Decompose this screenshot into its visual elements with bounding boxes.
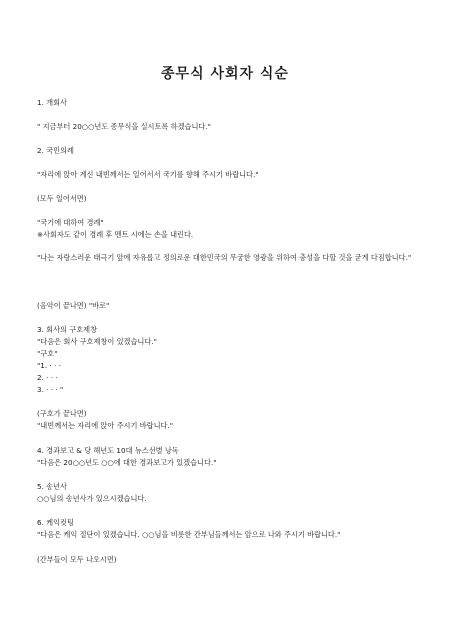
pledge-paragraph: "나는 자랑스러운 태극기 앞에 자유롭고 정의로운 대한민국의 무궁한 영광을 위하여 충성을 다할 것을 굳게 다짐합니다." xyxy=(37,253,412,262)
script-line: "내빈께서는 자리에 앉아 주시기 바랍니다." xyxy=(37,421,174,430)
section-heading-progress-report: 4. 경과보고 & 당 해년도 10대 뉴스선별 낭독 xyxy=(37,446,179,455)
script-line: ○○님의 송년사가 있으시겠습니다. xyxy=(37,494,147,503)
script-line: "자리에 앉아 계신 내빈께서는 일어서서 국기를 향해 주시기 바랍니다." xyxy=(37,170,259,179)
section-heading-year-end-speech: 5. 송년사 xyxy=(37,482,67,491)
slogan-item: 2. · · · xyxy=(37,373,58,382)
script-line: " 지금부터 20○○년도 종무식을 실시토록 하겠습니다." xyxy=(37,122,211,131)
document-title: 종무식 사회자 식순 xyxy=(161,66,289,82)
slogan-item: "1. · · · xyxy=(37,361,61,370)
stage-direction: (모두 일어서면) xyxy=(37,194,87,203)
stage-direction: (간부들이 모두 나오시면) xyxy=(37,555,117,564)
section-heading-company-slogan: 3. 회사의 구호제창 xyxy=(37,325,98,334)
note-line: ※사회자도 같이 경례 후 멘트 시에는 손을 내린다. xyxy=(37,230,194,239)
script-line: "다음은 케익 절단이 있겠습니다. ○○님을 비롯한 간부님들께서는 앞으로 나와 주시기 바랍니다." xyxy=(37,530,341,539)
stage-direction: (음악이 끝나면) "바로" xyxy=(37,301,110,310)
script-line: "국기에 대하여 경례" xyxy=(37,218,104,227)
script-line: "다음은 20○○년도 ○○에 대한 경과보고가 있겠습니다." xyxy=(37,458,217,467)
stage-direction: (구호가 끝나면) xyxy=(37,409,87,418)
script-line: "구호" xyxy=(37,349,58,358)
section-heading-opening: 1. 개회사 xyxy=(37,98,67,107)
section-heading-cake-cutting: 6. 케익컷팅 xyxy=(37,518,74,527)
section-heading-national-ceremony: 2. 국민의례 xyxy=(37,146,74,155)
script-line: "다음은 회사 구호제창이 있겠습니다." xyxy=(37,337,157,346)
slogan-item: 3. · · · " xyxy=(37,385,64,394)
